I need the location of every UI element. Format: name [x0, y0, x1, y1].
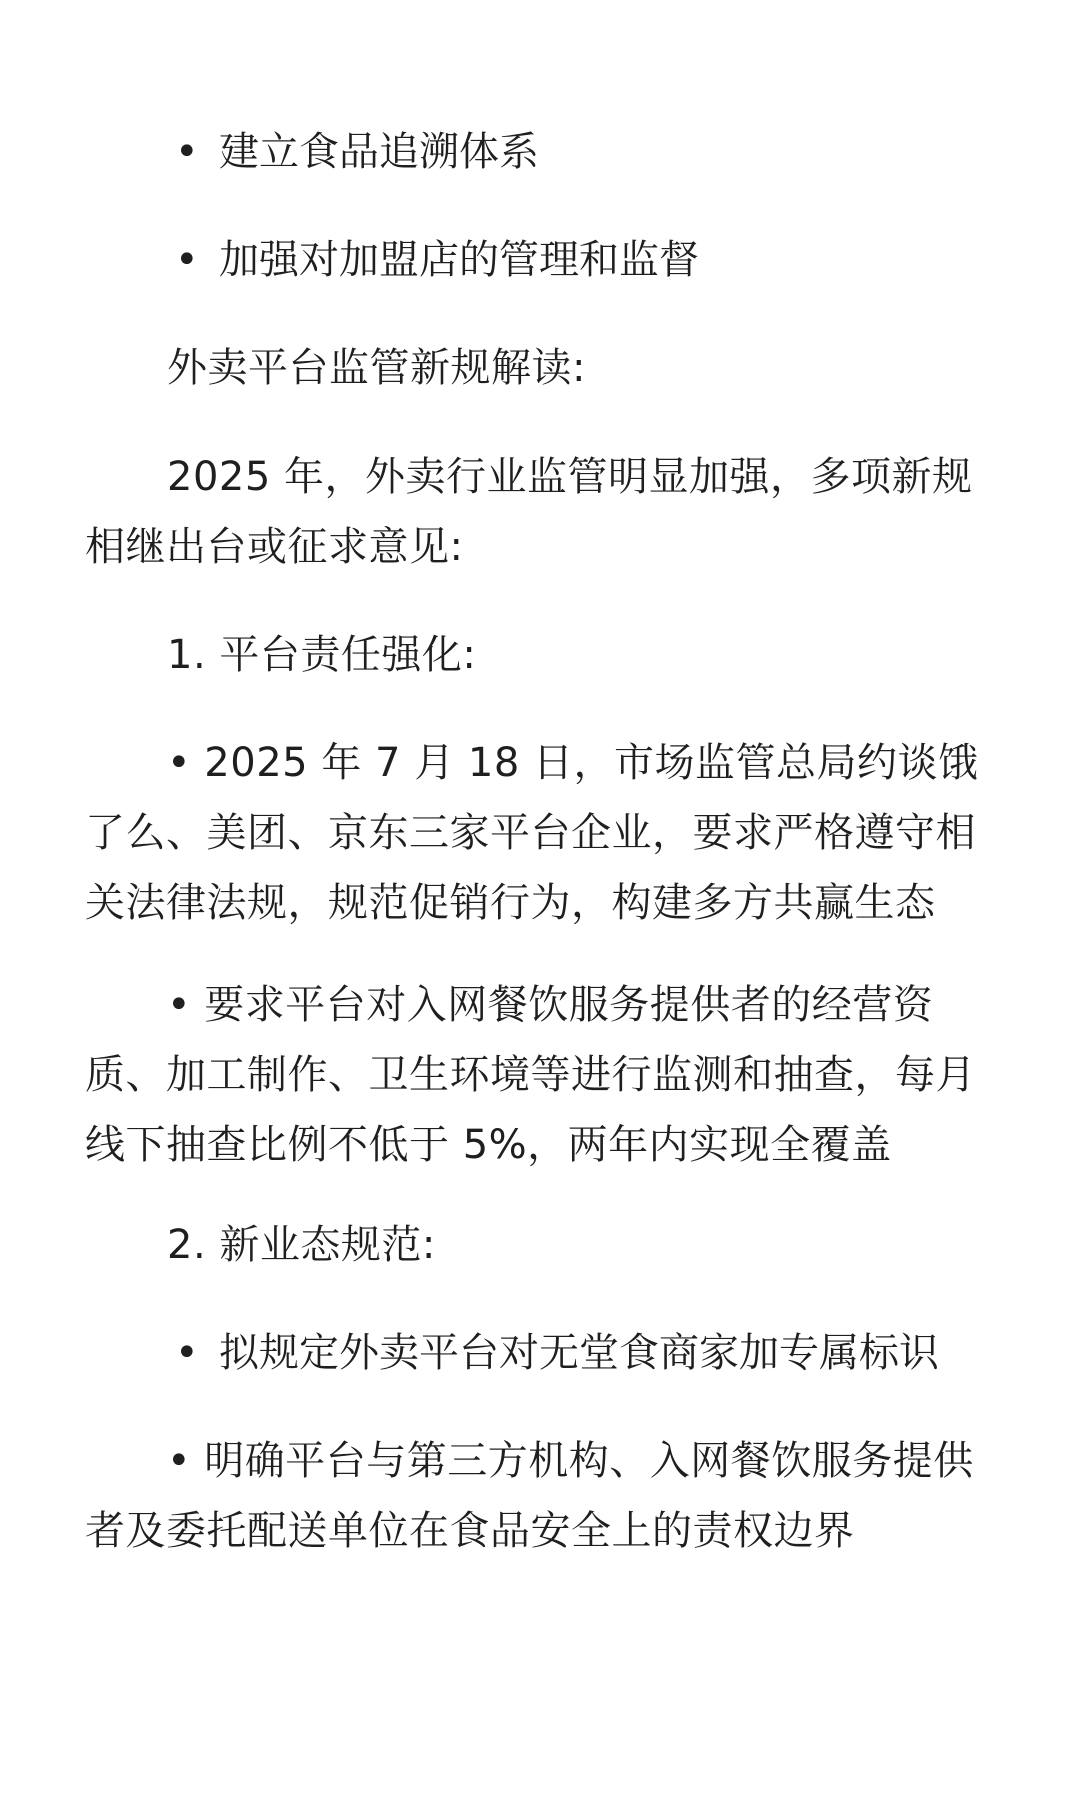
bullet-text: 加强对加盟店的管理和监督 — [219, 237, 699, 283]
paragraph: • 要求平台对入网餐饮服务提供者的经营资质、加工制作、卫生环境等进行监测和抽查，每月线下抽查比例不低于 5%，两年内实现全覆盖 — [85, 982, 976, 1168]
bullet-dot: • — [175, 237, 199, 283]
paragraph: • 明确平台与第三方机构、入网餐饮服务提供者及委托配送单位在食品安全上的责权边界 — [85, 1438, 974, 1554]
bullet-dot: • — [175, 129, 199, 175]
section-heading: 外卖平台监管新规解读: — [167, 345, 586, 391]
paragraph: 2025 年，外卖行业监管明显加强，多项新规相继出台或征求意见: — [85, 454, 973, 570]
paragraph: • 2025 年 7 月 18 日，市场监管总局约谈饿了么、美团、京东三家平台企业，要求严格遵守相关法律法规，规范促销行为，构建多方共赢生态 — [85, 740, 979, 926]
bullet-text: 建立食品追溯体系 — [219, 129, 539, 175]
bullet-text: 拟规定外卖平台对无堂食商家加专属标识 — [219, 1330, 939, 1376]
section-heading: 2. 新业态规范: — [167, 1222, 436, 1268]
bullet-item — [175, 117, 539, 187]
bullet-item — [175, 1318, 939, 1388]
section-heading: 1. 平台责任强化: — [167, 632, 477, 678]
bullet-item — [175, 225, 699, 295]
bullet-dot: • — [175, 1330, 199, 1376]
